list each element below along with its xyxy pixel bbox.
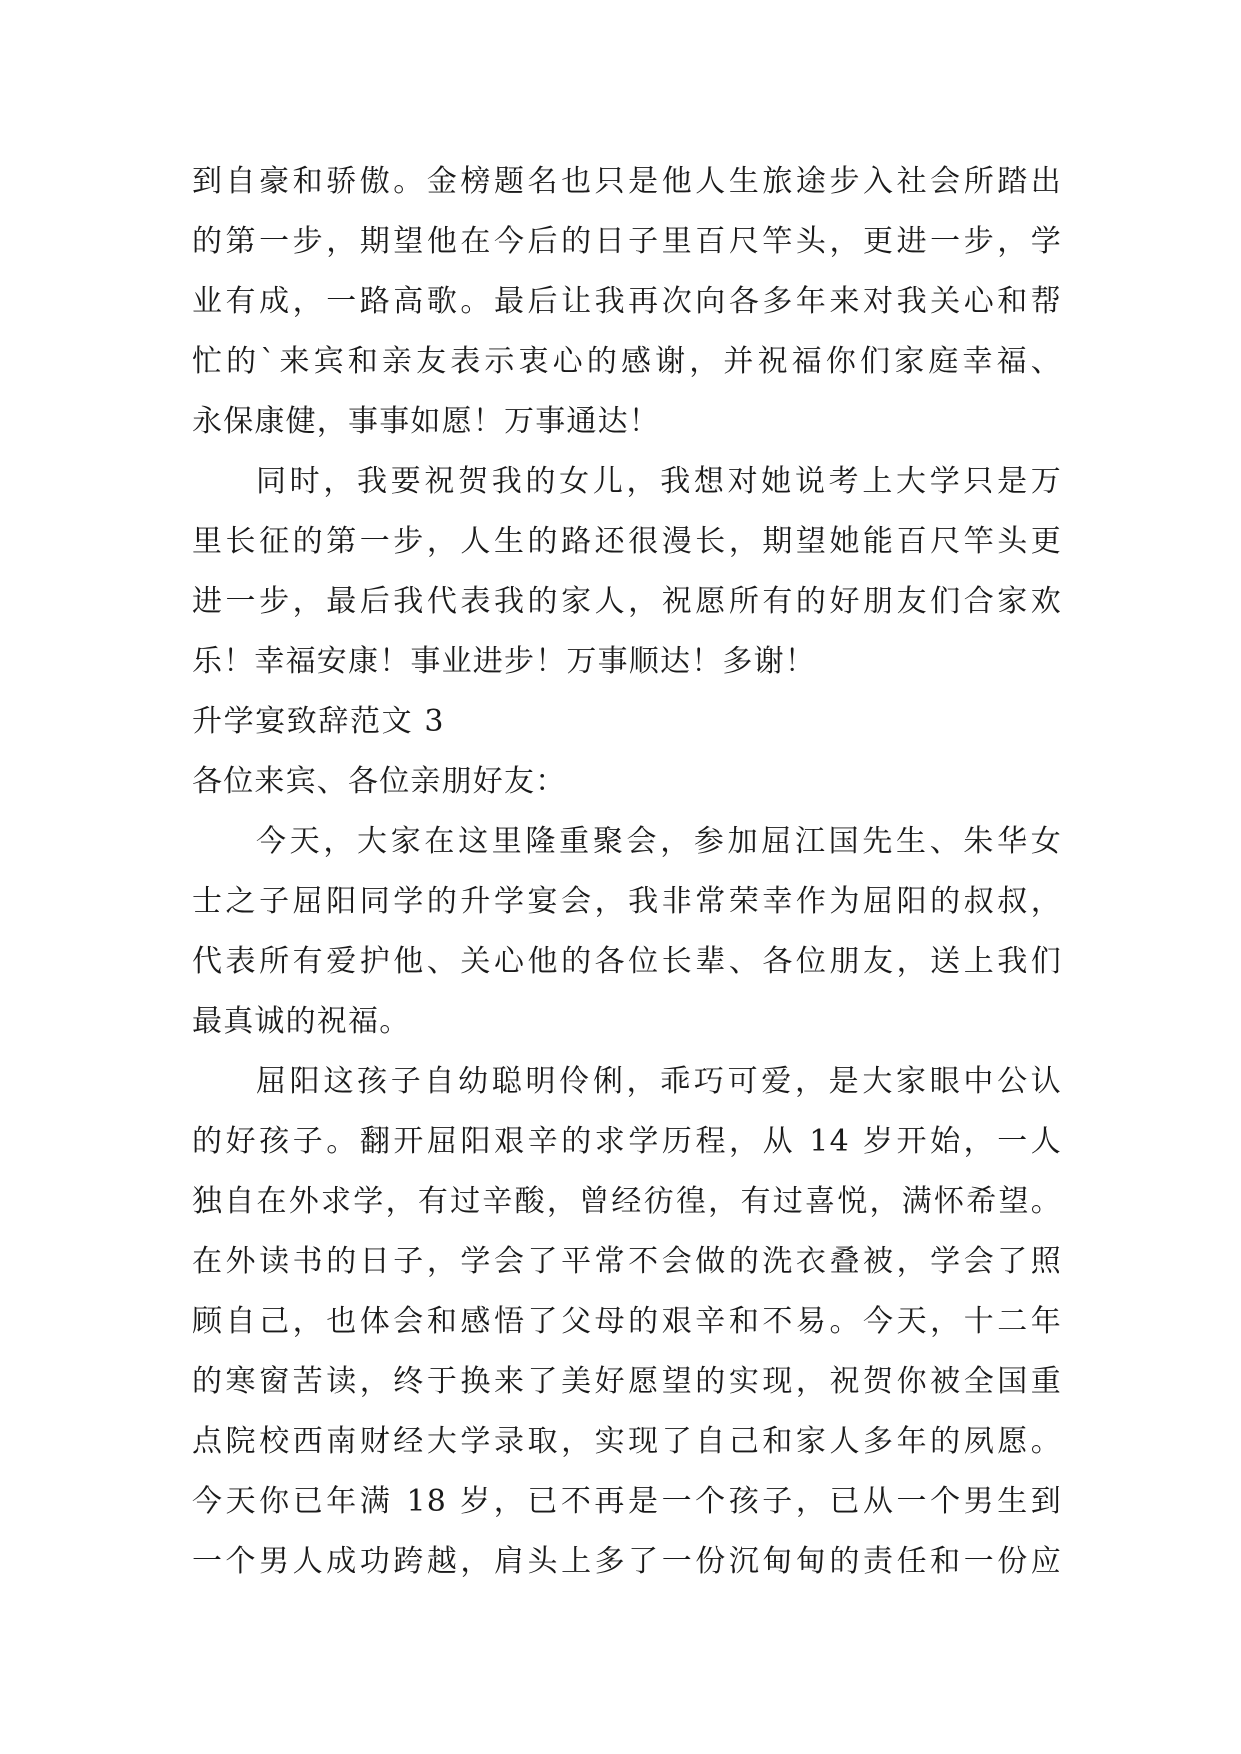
paragraph-line: 在外读书的日子，学会了平常不会做的洗衣叠被，学会了照 <box>192 1244 1062 1279</box>
paragraph-line: 士之子屈阳同学的升学宴会，我非常荣幸作为屈阳的叔叔， <box>192 884 1062 919</box>
paragraph-line: 乐！幸福安康！事业进步！万事顺达！多谢！ <box>192 644 816 679</box>
paragraph-line: 的寒窗苦读，终于换来了美好愿望的实现，祝贺你被全国重 <box>192 1364 1062 1399</box>
paragraph-line: 今天，大家在这里隆重聚会，参加屈江国先生、朱华女 <box>256 824 1062 859</box>
paragraph-line: 屈阳这孩子自幼聪明伶俐，乖巧可爱，是大家眼中公认 <box>256 1064 1062 1099</box>
document-body <box>192 152 1062 1592</box>
paragraph-line: 顾自己，也体会和感悟了父母的艰辛和不易。今天，十二年 <box>192 1304 1062 1339</box>
paragraph-line: 一个男人成功跨越，肩头上多了一份沉甸甸的责任和一份应 <box>192 1544 1062 1579</box>
paragraph-line: 独自在外求学，有过辛酸，曾经彷徨，有过喜悦，满怀希望。 <box>192 1184 1062 1219</box>
paragraph-line: 业有成，一路高歌。最后让我再次向各多年来对我关心和帮 <box>192 284 1062 319</box>
paragraph-line: 最真诚的祝福。 <box>192 1004 411 1039</box>
salutation: 各位来宾、各位亲朋好友： <box>192 764 567 799</box>
paragraph-line: 忙的`来宾和亲友表示衷心的感谢，并祝福你们家庭幸福、 <box>192 344 1062 379</box>
paragraph-line: 今天你已年满 18 岁，已不再是一个孩子，已从一个男生到 <box>192 1484 1062 1519</box>
paragraph-line: 同时，我要祝贺我的女儿，我想对她说考上大学只是万 <box>256 464 1062 499</box>
paragraph-line: 的好孩子。翻开屈阳艰辛的求学历程，从 14 岁开始，一人 <box>192 1124 1062 1159</box>
paragraph-line: 永保康健，事事如愿！万事通达！ <box>192 404 660 439</box>
paragraph-line: 里长征的第一步，人生的路还很漫长，期望她能百尺竿头更 <box>192 524 1062 559</box>
paragraph-line: 进一步，最后我代表我的家人，祝愿所有的好朋友们合家欢 <box>192 584 1062 619</box>
paragraph-line: 代表所有爱护他、关心他的各位长辈、各位朋友，送上我们 <box>192 944 1062 979</box>
paragraph-line: 的第一步，期望他在今后的日子里百尺竿头，更进一步，学 <box>192 224 1062 259</box>
section-heading: 升学宴致辞范文 3 <box>192 704 446 739</box>
paragraph-line: 到自豪和骄傲。金榜题名也只是他人生旅途步入社会所踏出 <box>192 164 1062 199</box>
paragraph-line: 点院校西南财经大学录取，实现了自己和家人多年的夙愿。 <box>192 1424 1062 1459</box>
